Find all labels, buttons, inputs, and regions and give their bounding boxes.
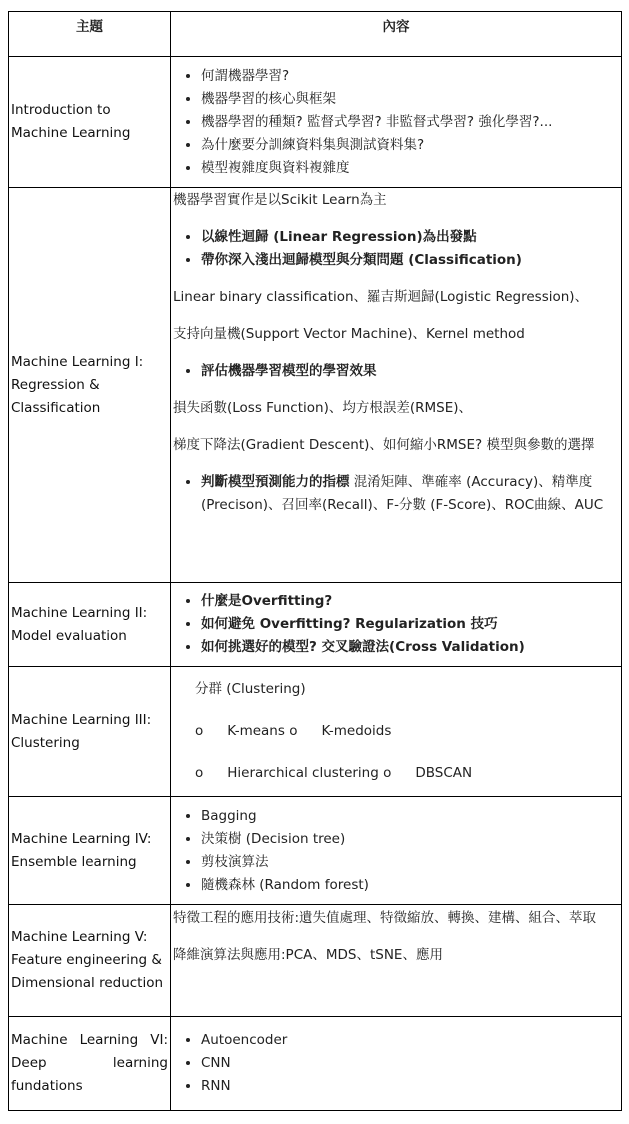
list-item: • 如何避免 Overfitting? Regularization 技巧 [201, 613, 619, 636]
bullet-list [173, 226, 619, 272]
list-item: • 為什麼要分訓練資料集與測試資料集? [201, 134, 619, 157]
bullet-list [173, 65, 619, 180]
paragraph: 特徵工程的應用技術:遺失值處理、特徵縮放、轉換、建構、組合、萃取 [173, 910, 597, 926]
bullet-list [173, 360, 619, 383]
list-item: • 模型複雜度與資料複雜度 [201, 157, 619, 180]
paragraph: 損失函數(Loss Function)、均方根誤差(RMSE)、 [173, 400, 473, 416]
topic-cell: Machine Learning III: Clustering [9, 667, 171, 797]
list-item: • 機器學習的種類? 監督式學習? 非監督式學習? 強化學習?... [201, 111, 619, 134]
list-item: • 何謂機器學習? [201, 65, 619, 88]
syllabus-table [8, 11, 622, 1111]
topic-cell: Machine Learning II: Model evaluation [9, 583, 171, 667]
content-cell [171, 583, 622, 667]
paragraph: 機器學習實作是以Scikit Learn為主 [173, 192, 387, 208]
table-row [9, 905, 622, 1017]
paragraph: 支持向量機(Support Vector Machine)、Kernel method [173, 326, 525, 342]
table-row [9, 57, 622, 188]
list-item: • Bagging [201, 805, 619, 828]
list-item: • 機器學習的核心與框架 [201, 88, 619, 111]
list-item [201, 471, 619, 517]
list-item: • 如何挑選好的模型? 交叉驗證法(Cross Validation) [201, 636, 619, 659]
list-item: • 帶你深入淺出迴歸模型與分類問題 (Classification) [201, 249, 619, 272]
topic-cell: Machine Learning VI: Deep learning fundations [9, 1017, 171, 1111]
list-item: • RNN [201, 1075, 619, 1098]
paragraph: 降維演算法與應用:PCA、MDS、tSNE、應用 [173, 947, 443, 963]
table-header-row [9, 12, 622, 57]
bullet-list [173, 805, 619, 897]
paragraph: Linear binary classification、羅吉斯迴歸(Logistic Regression)、 [173, 289, 589, 305]
bullet-bold-text: 判斷模型預測能力的指標 [201, 474, 350, 490]
content-cell [171, 797, 622, 905]
sub-item: K-medoids [321, 723, 392, 739]
content-cell [171, 57, 622, 188]
circle-marker: o [195, 765, 204, 781]
circle-marker: o [289, 723, 298, 739]
paragraph: 梯度下降法(Gradient Descent)、如何縮小RMSE? 模型與參數的選擇 [173, 437, 595, 453]
sub-list-line [195, 762, 619, 785]
topic-cell: Machine Learning V: Feature engineering & Dimensional reduction [9, 905, 171, 1017]
list-item: • CNN [201, 1052, 619, 1075]
table-row [9, 797, 622, 905]
list-item: • 決策樹 (Decision tree) [201, 828, 619, 851]
table-row [9, 667, 622, 797]
topic-cell: Machine Learning IV: Ensemble learning [9, 797, 171, 905]
sub-item: DBSCAN [415, 765, 473, 781]
table-row [9, 188, 622, 583]
content-cell [171, 188, 622, 583]
list-item: • Autoencoder [201, 1029, 619, 1052]
paragraph: 分群 (Clustering) [195, 681, 306, 697]
header-content: 內容 [171, 12, 622, 57]
topic-cell: Introduction to Machine Learning [9, 57, 171, 188]
list-item: • 剪枝演算法 [201, 851, 619, 874]
circle-marker: o [383, 765, 392, 781]
table-row [9, 583, 622, 667]
list-item: • 評估機器學習模型的學習效果 [201, 360, 619, 383]
list-item: • 以線性迴歸 (Linear Regression)為出發點 [201, 226, 619, 249]
bullet-list [173, 1029, 619, 1098]
bullet-list [173, 590, 619, 659]
content-cell [171, 667, 622, 797]
header-topic: 主題 [9, 12, 171, 57]
table-row [9, 1017, 622, 1111]
content-cell [171, 1017, 622, 1111]
topic-cell: Machine Learning I: Regression & Classification [9, 188, 171, 583]
list-item: • 什麼是Overfitting? [201, 590, 619, 613]
sub-item: Hierarchical clustering [227, 765, 379, 781]
sub-item: K-means [227, 723, 285, 739]
bullet-normal-text: 混淆矩陣、準確率 (Accuracy)、精準度(Precison)、召回率(Recall)、F-分數 (F-Score)、ROC曲線、AUC [201, 474, 604, 513]
bullet-list [173, 471, 619, 517]
list-item: • 隨機森林 (Random forest) [201, 874, 619, 897]
content-cell [171, 905, 622, 1017]
sub-list-line [195, 720, 619, 743]
circle-marker: o [195, 723, 204, 739]
